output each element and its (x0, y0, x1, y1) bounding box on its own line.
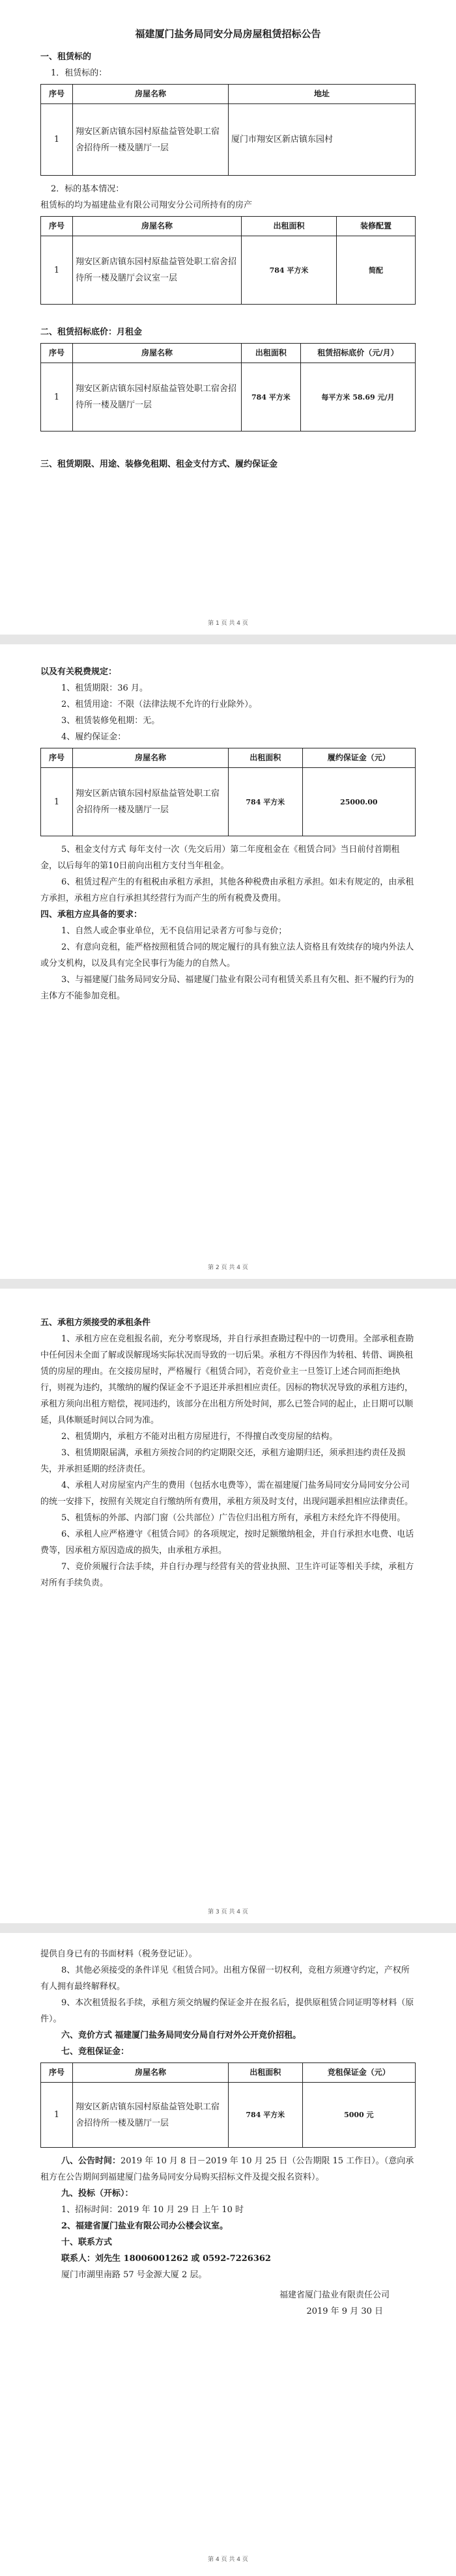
table-cell: 厦门市翔安区新店镇东园村 (229, 104, 416, 176)
section-7-heading: 七、竞租保证金： (61, 2047, 130, 2057)
table-cell: 25000.00 (302, 768, 415, 836)
base-price-table (40, 343, 416, 432)
address-line: 厦门市湖里南路 57 号金源大厦 2 层。 (61, 2270, 207, 2280)
list-item: 4、履约保证金： (61, 732, 126, 742)
list-item: 1、承租方应在竞租报名前，充分考察现场，并自行承担查勘过程中的一切费用。全部承租查勘中任何因未全面了解或误解现场实际状况而导致的一切后果。承租方不得因作为转租、转借、调换租赁的房屋的理由。在交接房屋时，严格履行《租赁合同》，若竞价业主一旦签订上述合同而拒绝执行，则视为违约，其缴纳的履约保证金不予退还并承担相应责任。因标的物状况导致的承租方违约，承租方须向出租方赔偿，视同违约，该部分在出租方所处时间，那么已签合同的起止，止日期可以顺延，具体顺延时间以合同为准。 (40, 1334, 414, 1425)
list-item: 3、与福建厦门盐务局同安分局、福建厦门盐业有限公司有租赁关系且有欠租、拒不履约行为的主体方不能参加竞租。 (40, 975, 414, 1001)
page-separator (0, 1923, 456, 1933)
deposit-table (40, 748, 416, 836)
document-title: 福建厦门盐务局同安分局房屋租赁招标公告 (135, 28, 321, 40)
list-item: 2、租赁期内，承租方不能对出租方房屋进行，不得擅自改变房屋的结构。 (61, 1432, 338, 1442)
list-item: 9、本次租赁报名手续，承租方须交纳履约保证金并在报名后，提供原租赁合同证明等材料（原件）。 (40, 1998, 414, 2024)
section-6-heading: 六、竞价方式 (61, 2031, 113, 2040)
section-1-sub-1: 1．租赁标的： (51, 68, 107, 78)
section-1-desc: 租赁标的均为福建盐业有限公司翔安分公司所持有的房产 (40, 200, 253, 210)
section-1-heading: 一、租赁标的 (40, 52, 92, 62)
table-cell: 784 平方米 (242, 236, 337, 305)
table-header: 房屋名称 (73, 344, 242, 363)
table-cell: 1 (41, 363, 73, 432)
document-page-3 (0, 1289, 456, 1923)
section-4-heading: 四、承租方应具备的要求： (40, 910, 143, 920)
table-cell: 翔安区新店镇东园村原盐益管处职工宿舍招待所一楼及膳厅一层 (73, 104, 229, 176)
table-header: 序号 (41, 344, 73, 363)
list-item: 2、有意向竞租，能严格按照租赁合同的规定履行的具有独立法人资格且有效续存的境内外法人或分支机构，以及具有完全民事行为能力的自然人。 (40, 942, 414, 968)
table-header: 出租面积 (229, 2063, 303, 2083)
bid-deposit-table (40, 2062, 416, 2148)
table-cell: 1 (41, 104, 73, 176)
section-8-line (40, 2153, 416, 2185)
section-3-heading: 三、租赁期限、用途、装修免租期、租金支付方式、履约保证金 (40, 459, 278, 469)
table-cell: 784 平方米 (242, 363, 301, 432)
page-footer: 第 4 页 共 4 页 (208, 2556, 248, 2563)
list-item: 6、承租人应严格遵守《租赁合同》的各项规定，按时足额缴纳租金，并自行承担水电费、电话费等，因承租方原因造成的损失，由承租方承担。 (40, 1529, 414, 1555)
signature-org: 福建省厦门盐业有限责任公司 (279, 2290, 390, 2300)
list-item: 7、竞价须履行合法手续，并自行办理与经营有关的营业执照、卫生许可证等相关手续，承租方对所有手续负责。 (40, 1562, 414, 1588)
section-1-sub-2: 2．标的基本情况： (51, 184, 124, 194)
list-item: 8、其他必须接受的条件详见《租赁合同》。出租方保留一切权利，竞租方须遵守约定，产权所有人拥有最终解释权。 (40, 1966, 410, 1992)
table-header: 房屋名称 (73, 85, 229, 104)
page-footer: 第 2 页 共 4 页 (208, 1265, 248, 1271)
document-page-1 (0, 0, 456, 635)
page-separator (0, 1279, 456, 1289)
table-cell: 5000 元 (302, 2083, 415, 2148)
page-footer: 第 3 页 共 4 页 (208, 1909, 248, 1915)
table-cell: 1 (41, 768, 73, 836)
table-header: 地址 (229, 85, 416, 104)
table-header: 序号 (41, 85, 73, 104)
list-item: 3、租赁期限届满，承租方须按合同的约定期限交还，承租方逾期归还，须承担违约责任及损失，并承担延期的经济责任。 (40, 1448, 406, 1474)
page-2-content (40, 664, 416, 1004)
page-4-content (40, 1946, 416, 2320)
table-cell: 翔安区新店镇东园村原盐益管处职工宿舍招待所一楼及膳厅一层 (73, 768, 229, 836)
table-header: 序号 (41, 2063, 73, 2083)
table-header: 序号 (41, 748, 73, 768)
table-header: 租赁招标底价（元/月） (300, 344, 415, 363)
table-cell: 784 平方米 (229, 2083, 303, 2148)
list-item: 5、租赁标的外部、内部门窗（公共部位）广告位归出租方所有，承租方未经允许不得使用。 (61, 1513, 406, 1523)
lease-subject-table (40, 84, 416, 176)
list-item: 1、招标时间：2019 年 10 月 29 日 上午 10 时 (61, 2205, 244, 2215)
list-item: 5、租金支付方式 每年支付一次（先交后用）第二年度租金在《租赁合同》当日前付首期租金，以后每年的第10日前向出租方支付当年租金。 (40, 845, 400, 871)
table-header: 序号 (41, 217, 73, 236)
table-header: 竞租保证金（元） (302, 2063, 415, 2083)
list-item: 1、租赁期限：36 月。 (61, 683, 148, 693)
basic-info-table (40, 216, 416, 305)
table-cell: 翔安区新店镇东园村原盐益管处职工宿舍招待所一楼及膳厅一层 (73, 2083, 229, 2148)
table-header: 房屋名称 (73, 748, 229, 768)
table-cell: 1 (41, 2083, 73, 2148)
list-item: 2、福建省厦门盐业有限公司办公楼会议室。 (61, 2221, 229, 2231)
table-cell: 784 平方米 (229, 768, 303, 836)
list-item: 4、承租人对房屋室内产生的费用（包括水电费等），需在福建厦门盐务局同安分局同安分公司的统一安排下，按照有关规定自行缴纳所有费用，承租方须及时支付，出现问题承担相应法律责任。 (40, 1481, 414, 1507)
table-cell: 简配 (337, 236, 416, 305)
table-header: 房屋名称 (73, 217, 242, 236)
table-header: 出租面积 (229, 748, 303, 768)
section-8-heading: 八、公告时间： (61, 2156, 121, 2166)
section-6-text: 福建厦门盐务局同安分局自行对外公开竞价招租。 (115, 2031, 302, 2040)
table-header: 出租面积 (242, 217, 337, 236)
list-item: 2、租赁用途：不限（法律法规不允许的行业除外）。 (61, 700, 257, 709)
section-5-lead: 提供自身已有的书面材料（税务登记证）。 (40, 1949, 197, 1959)
table-cell: 每平方米 58.69 元/月 (300, 363, 415, 432)
table-cell: 1 (41, 236, 73, 305)
section-3-heading-cont: 以及有关税费规定： (40, 667, 117, 677)
list-item: 6、租赁过程产生的有租税由承租方承担，其他各种税费由承租方承担。如未有规定的，由承租方承担，承租方应自行承担其经营行为而产生的所有税费及费用。 (40, 877, 414, 903)
table-cell: 翔安区新店镇东园村原盐益管处职工宿舍招待所一楼及膳厅会议室一层 (73, 236, 242, 305)
section-8-text: 2019 年 10 月 8 日－2019 年 10 月 25 日（公告期限 15 工作日）。（意向承租方在公告期间到福建厦门盐务局同安分局购买招标文件及提交报名资料）。 (40, 2156, 414, 2182)
page-1-content (40, 26, 416, 473)
list-item: 3、租赁装修免租期：无。 (61, 716, 160, 726)
page-separator (0, 635, 456, 644)
table-header: 出租面积 (242, 344, 301, 363)
section-5-heading: 五、承租方须接受的承租条件 (40, 1318, 151, 1328)
section-6-line (40, 2027, 416, 2044)
page-footer: 第 1 页 共 4 页 (208, 620, 248, 627)
contact-line: 联系人：刘先生 18006001262 或 0592-7226362 (61, 2254, 271, 2264)
signature-date: 2019 年 9 月 30 日 (306, 2307, 383, 2316)
page-3-content (40, 1315, 416, 1591)
table-header: 装修配置 (337, 217, 416, 236)
section-9-heading: 九、投标（开标）： (61, 2189, 134, 2199)
table-header: 房屋名称 (73, 2063, 229, 2083)
document-page-4 (0, 1933, 456, 2576)
table-header: 履约保证金（元） (302, 748, 415, 768)
list-item: 1、自然人或企事业单位，无不良信用记录者方可参与竞价； (61, 926, 287, 936)
section-10-heading: 十、联系方式 (61, 2238, 113, 2247)
document-page-2 (0, 644, 456, 1279)
table-cell: 翔安区新店镇东园村原盐益管处职工宿舍招待所一楼及膳厅一层 (73, 363, 242, 432)
section-2-heading: 二、租赁招标底价：月租金 (40, 327, 143, 337)
